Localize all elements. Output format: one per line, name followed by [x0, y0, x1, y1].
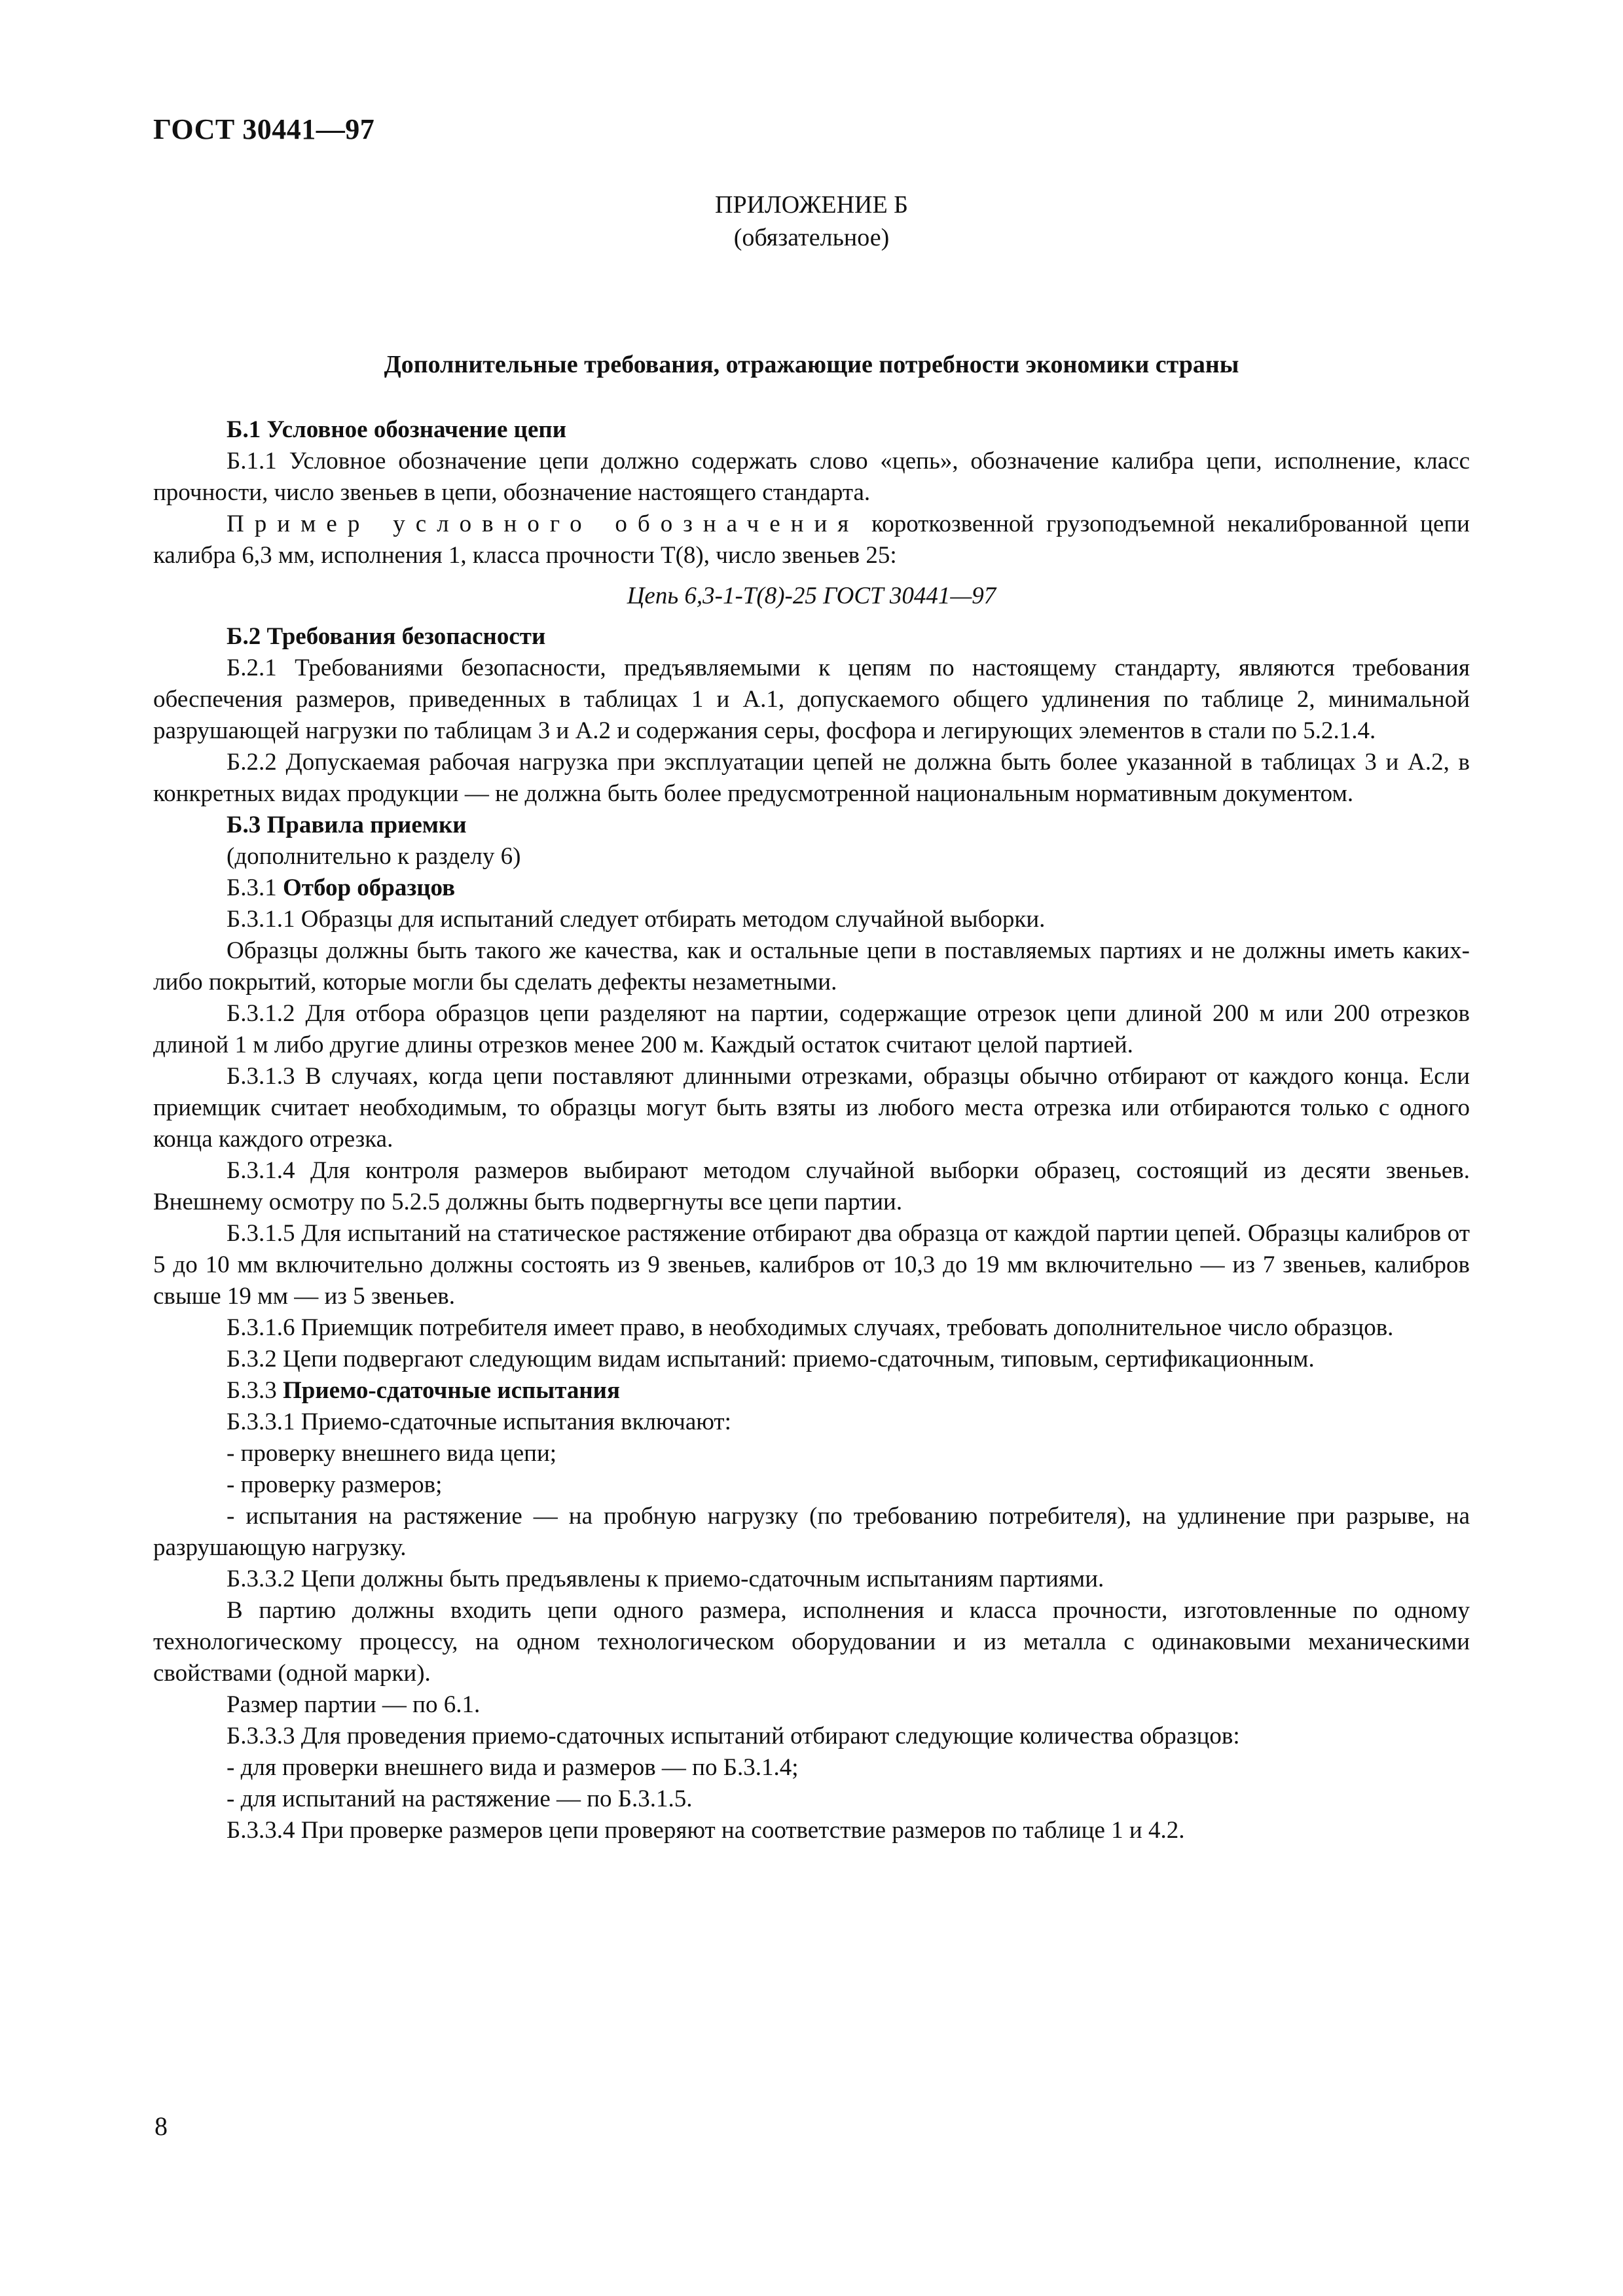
- subheading-b3-1: [153, 872, 1470, 904]
- document-code-header: ГОСТ 30441—97: [153, 113, 375, 145]
- paragraph-b3-1-2: Б.3.1.2 Для отбора образцов цепи разделяют на партии, содержащие отрезок цепи длиной 200 м или 200 отрезков длиной 1 м либо другие длины отрезков менее 200 м. Каждый остаток считают целой партией.: [153, 1000, 1470, 1058]
- b3-1-title: Отбор образцов: [283, 874, 456, 901]
- example-text: короткозвенной грузоподъемной некалиброванной цепи калибра 6,3 мм, исполнения 1, класса прочности Т(8), число звеньев 25:: [153, 511, 1470, 569]
- list-item: - для проверки внешнего вида и размеров — по Б.3.1.4;: [227, 1754, 799, 1781]
- paragraph-b3-1-1: Б.3.1.1 Образцы для испытаний следует отбирать методом случайной выборки.: [227, 906, 1046, 933]
- paragraph-b2-2: Б.2.2 Допускаемая рабочая нагрузка при эксплуатации цепей не должна быть более указанной в таблицах 3 и А.2, в конкретных видах продукции — не должна быть более предусмотренной национальным нормативным документом.: [153, 749, 1470, 807]
- document-body: [153, 414, 1470, 1846]
- appendix-heading: [0, 188, 1623, 254]
- designation-formula: Цепь 6,3-1-Т(8)-25 ГОСТ 30441—97: [627, 583, 996, 609]
- paragraph-b3-1-3: Б.3.1.3 В случаях, когда цепи поставляют длинными отрезками, образцы обычно отбирают от каждого конца. Если приемщик считает необходимым, то образцы могут быть взяты из любого места отрезка или отбираются только с одного конца каждого отрезка.: [153, 1063, 1470, 1153]
- paragraph-b3-3-2: Б.3.3.2 Цепи должны быть предъявлены к приемо-сдаточным испытаниям партиями.: [227, 1566, 1104, 1592]
- example-label: Пример условного обозначения: [227, 511, 860, 537]
- list-item: - проверку размеров;: [227, 1471, 443, 1498]
- paragraph-b3-3-1: Б.3.3.1 Приемо-сдаточные испытания включают:: [227, 1408, 731, 1435]
- subheading-b3-3: [153, 1375, 1470, 1407]
- b3-1-number: Б.3.1: [227, 874, 283, 901]
- section-heading-b3: Б.3 Правила приемки: [227, 812, 467, 838]
- section-heading-b2: Б.2 Требования безопасности: [227, 623, 546, 650]
- b3-3-title: Приемо-сдаточные испытания: [283, 1377, 621, 1404]
- paragraph-example: [153, 509, 1470, 571]
- paragraph-b3-1-4: Б.3.1.4 Для контроля размеров выбирают методом случайной выборки образец, состоящий из десяти звеньев. Внешнему осмотру по 5.2.5 должны быть подвергнуты все цепи партии.: [153, 1157, 1470, 1215]
- paragraph-b3-3-3: Б.3.3.3 Для проведения приемо-сдаточных испытаний отбирают следующие количества образцов:: [227, 1723, 1240, 1749]
- section-heading-b1: Б.1 Условное обозначение цепи: [227, 416, 567, 443]
- paragraph-b3-1-1-continued: Образцы должны быть такого же качества, как и остальные цепи в поставляемых партиях и не должны иметь каких-либо покрытий, которые могли бы сделать дефекты незаметными.: [153, 937, 1470, 996]
- paragraph-b1-1: Б.1.1 Условное обозначение цепи должно содержать слово «цепь», обозначение калибра цепи, исполнение, класс прочности, число звеньев в цепи, обозначение настоящего стандарта.: [153, 448, 1470, 506]
- list-item: - испытания на растяжение — на пробную нагрузку (по требованию потребителя), на удлинение при разрыве, на разрушающую нагрузку.: [153, 1503, 1470, 1561]
- appendix-subtitle: (обязательное): [733, 224, 890, 251]
- list-item: - для испытаний на растяжение — по Б.3.1.5.: [227, 1785, 693, 1812]
- list-item: - проверку внешнего вида цепи;: [227, 1440, 557, 1467]
- paragraph-b2-1: Б.2.1 Требованиями безопасности, предъявляемыми к цепям по настоящему стандарту, являются требования обеспечения размеров, приведенных в таблицах 1 и А.1, допускаемого общего удлинения по таблице 2, минимальной разрушающей нагрузки по таблицам 3 и А.2 и содержания серы, фосфора и легирующих элементов в стали по 5.2.1.4.: [153, 655, 1470, 744]
- paragraph-b3-2: Б.3.2 Цепи подвергают следующим видам испытаний: приемо-сдаточным, типовым, сертификационным.: [227, 1346, 1315, 1372]
- b3-3-number: Б.3.3: [227, 1377, 283, 1404]
- paragraph-b3-note: (дополнительно к разделу 6): [227, 843, 521, 870]
- paragraph-b3-3-2-continued: В партию должны входить цепи одного размера, исполнения и класса прочности, изготовленные по одному технологическому процессу, на одном технологическом оборудовании и из металла с одинаковыми механическими свойствами (одной марки).: [153, 1597, 1470, 1687]
- paragraph-b3-1-6: Б.3.1.6 Приемщик потребителя имеет право, в необходимых случаях, требовать дополнительное число образцов.: [227, 1314, 1394, 1341]
- appendix-title: ПРИЛОЖЕНИЕ Б: [715, 191, 908, 219]
- paragraph-batch-size: Размер партии — по 6.1.: [227, 1691, 481, 1718]
- document-title: Дополнительные требования, отражающие потребности экономики страны: [384, 351, 1239, 378]
- paragraph-b3-3-4: Б.3.3.4 При проверке размеров цепи проверяют на соответствие размеров по таблице 1 и 4.2.: [227, 1817, 1185, 1844]
- page-number: 8: [155, 2111, 168, 2141]
- paragraph-b3-1-5: Б.3.1.5 Для испытаний на статическое растяжение отбирают два образца от каждой партии цепей. Образцы калибров от 5 до 10 мм включительно должны состоять из 9 звеньев, калибров от 10,3 до 19 мм включительно — из 7 звеньев, калибров свыше 19 мм — из 5 звеньев.: [153, 1220, 1470, 1310]
